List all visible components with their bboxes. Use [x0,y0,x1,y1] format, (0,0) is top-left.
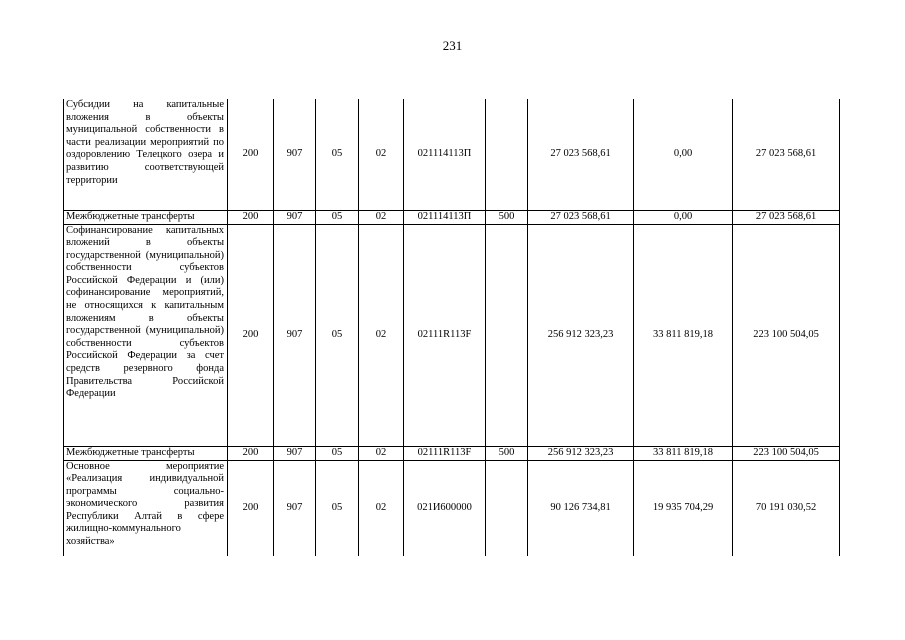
row-name: Межбюджетные трансферты [64,446,228,460]
cell-ministry: 907 [274,460,316,556]
cell-section: 05 [316,99,359,210]
cell-expense-type [486,99,528,210]
cell-target-article: 02111R113F [404,224,486,446]
cell-amount-2: 33 811 819,18 [634,446,733,460]
cell-code: 200 [228,99,274,210]
cell-amount-1: 90 126 734,81 [528,460,634,556]
cell-subsection: 02 [359,446,404,460]
cell-code: 200 [228,446,274,460]
cell-amount-1: 256 912 323,23 [528,224,634,446]
cell-target-article: 021И600000 [404,460,486,556]
row-name: Субсидии на капитальные вложения в объекты муниципальной собственности в части реализации мероприятий по оздоровлению Телецкого озера и развитию соответствующей территории [64,99,228,210]
cell-amount-3: 70 191 030,52 [733,460,840,556]
cell-amount-2: 0,00 [634,99,733,210]
page-number: 231 [442,38,463,53]
cell-amount-3: 27 023 568,61 [733,210,840,224]
cell-section: 05 [316,446,359,460]
cell-amount-1: 27 023 568,61 [528,99,634,210]
cell-amount-1: 256 912 323,23 [528,446,634,460]
cell-subsection: 02 [359,210,404,224]
row-name: Основное мероприятие «Реализация индивидуальной программы социально-экономического развития Республики Алтай в сфере жилищно-коммунального хозяйства» [64,460,228,556]
cell-subsection: 02 [359,99,404,210]
cell-amount-3: 223 100 504,05 [733,224,840,446]
table-row [64,460,840,556]
cell-subsection: 02 [359,460,404,556]
cell-code: 200 [228,224,274,446]
cell-amount-2: 0,00 [634,210,733,224]
cell-subsection: 02 [359,224,404,446]
cell-code: 200 [228,210,274,224]
cell-ministry: 907 [274,99,316,210]
row-name: Межбюджетные трансферты [64,210,228,224]
cell-amount-2: 33 811 819,18 [634,224,733,446]
cell-target-article: 02111R113F [404,446,486,460]
cell-expense-type [486,460,528,556]
cell-target-article: 021114113П [404,99,486,210]
row-name: Софинансирование капитальных вложений в объекты государственной (муниципальной) собственности субъектов Российской Федерации и (или) софинансирование мероприятий, не относящихся к капитальным вложениям в объекты государственной (муниципальной) собственности субъектов Российской Федерации за счет средств резервного фонда Правительства Российской Федерации [64,224,228,446]
cell-expense-type [486,224,528,446]
cell-section: 05 [316,210,359,224]
cell-amount-3: 27 023 568,61 [733,99,840,210]
cell-amount-3: 223 100 504,05 [733,446,840,460]
cell-ministry: 907 [274,224,316,446]
cell-expense-type: 500 [486,210,528,224]
cell-amount-1: 27 023 568,61 [528,210,634,224]
table-row [64,210,840,224]
table-row [64,224,840,446]
cell-ministry: 907 [274,446,316,460]
table-row [64,99,840,210]
cell-ministry: 907 [274,210,316,224]
cell-section: 05 [316,224,359,446]
table-row [64,446,840,460]
cell-expense-type: 500 [486,446,528,460]
budget-table [63,99,840,556]
cell-amount-2: 19 935 704,29 [634,460,733,556]
cell-code: 200 [228,460,274,556]
cell-target-article: 021114113П [404,210,486,224]
cell-section: 05 [316,460,359,556]
